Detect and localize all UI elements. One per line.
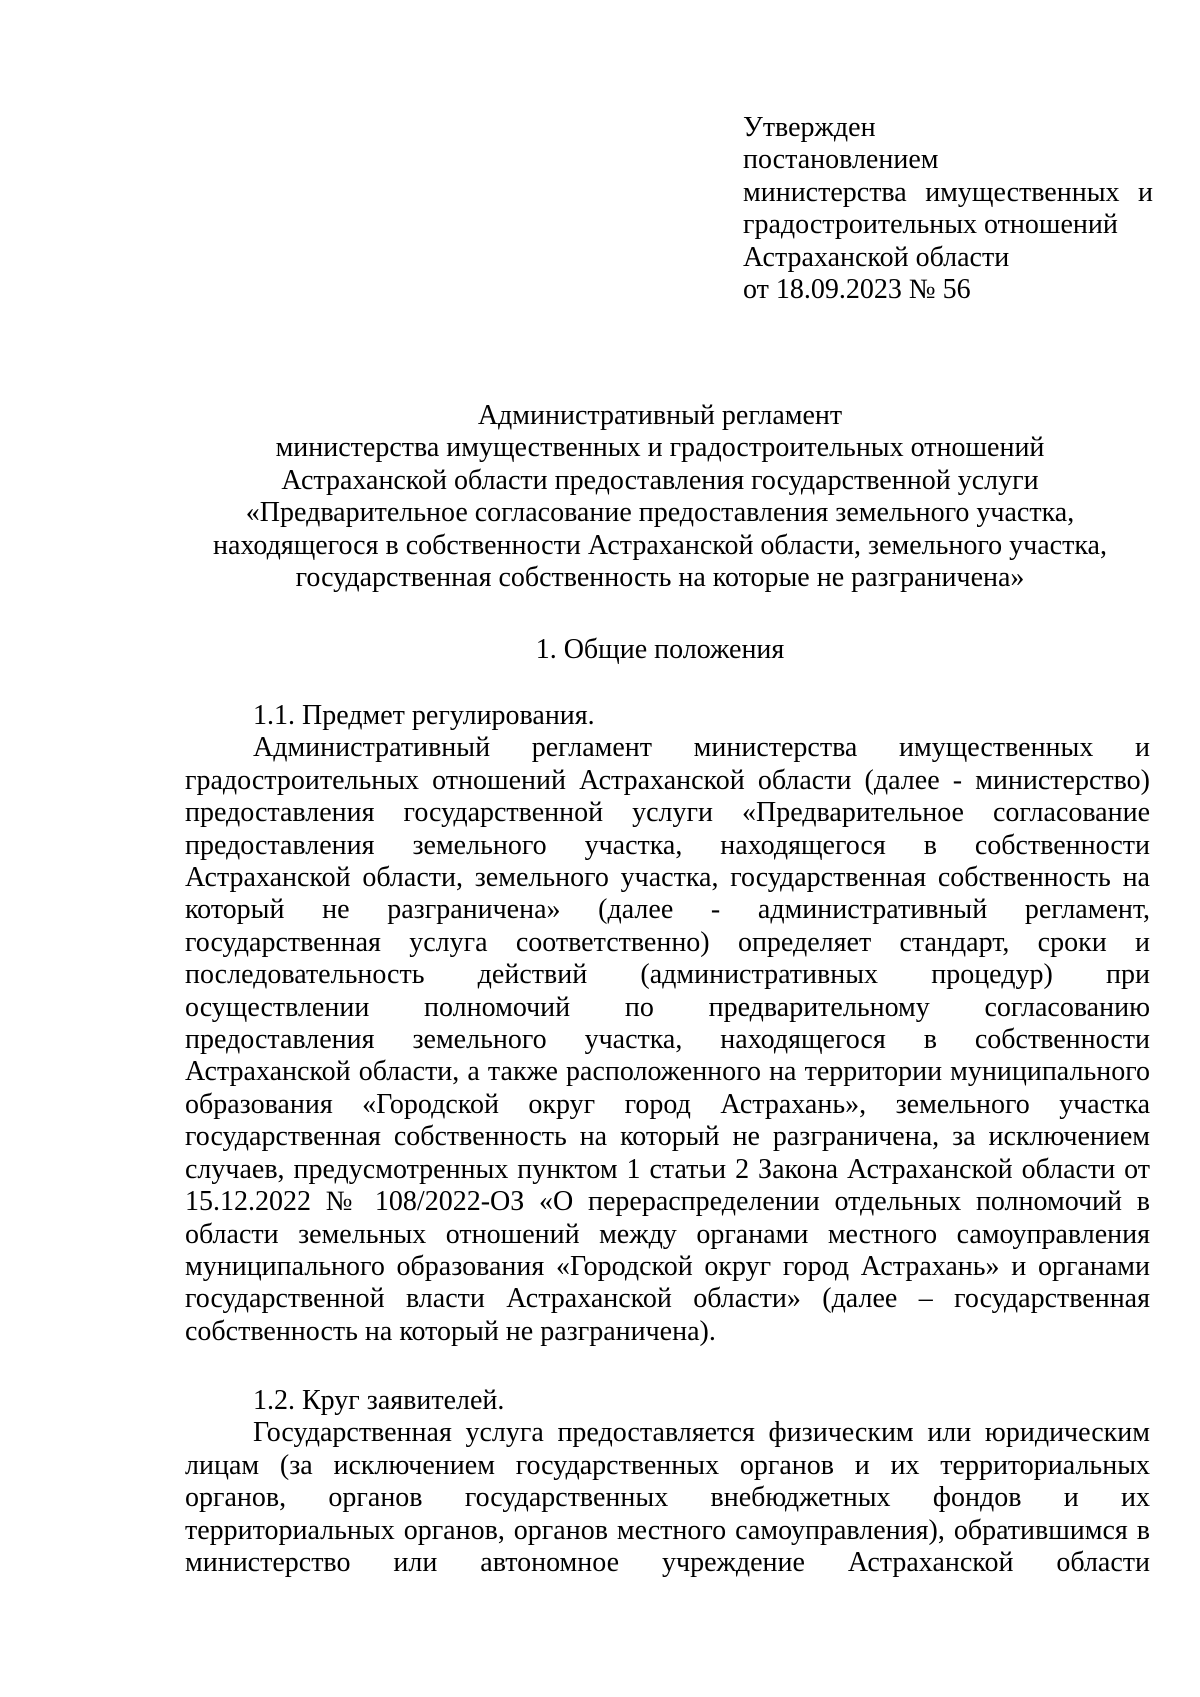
text-line: градостроительных отношений Астраханской области (далее - министерство) bbox=[185, 764, 1150, 796]
text-line: предоставления земельного участка, находящегося в собственности bbox=[185, 829, 1150, 861]
text-line: 15.12.2022 № 108/2022-ОЗ «О перераспределении отдельных полномочий в bbox=[185, 1186, 1150, 1218]
text-line: осуществлении полномочий по предварительному согласованию bbox=[185, 991, 1150, 1023]
text-line: муниципального образования «Городской округ город Астрахань» и органами bbox=[185, 1250, 1150, 1282]
approval-line: постановлением bbox=[743, 144, 939, 176]
text-line: случаев, предусмотренных пунктом 1 статьи 2 Закона Астраханской области от bbox=[185, 1153, 1150, 1185]
title-line: Административный регламент bbox=[477, 400, 843, 431]
text-line: Астраханской области, а также расположенного на территории муниципального bbox=[185, 1056, 1150, 1088]
text-line: образования «Городской округ город Астрахань», земельного участка bbox=[185, 1088, 1150, 1120]
text-line: государственная собственность на который не разграничена, за исключением bbox=[185, 1121, 1150, 1153]
title-line: государственная собственность на которые не разграничена» bbox=[295, 562, 1025, 594]
document-title bbox=[180, 400, 1140, 594]
subsection-heading: 1.1. Предмет регулирования. bbox=[253, 700, 595, 731]
text-line: органов, органов государственных внебюджетных фондов и их bbox=[185, 1482, 1150, 1514]
text-line: Государственная услуга предоставляется физическим или юридическим bbox=[253, 1417, 1150, 1449]
text-line: лицам (за исключением государственных органов и их территориальных bbox=[185, 1449, 1150, 1481]
text-line: Административный регламент министерства имущественных и bbox=[253, 732, 1150, 764]
title-line: находящегося в собственности Астраханской области, земельного участка, bbox=[213, 529, 1107, 561]
approval-date-number: от 18.09.2023 № 56 bbox=[743, 274, 971, 306]
paragraph-1-2 bbox=[185, 1385, 1150, 1579]
approval-line: министерства имущественных и bbox=[743, 176, 1153, 208]
title-line: Астраханской области предоставления государственной услуги bbox=[281, 464, 1039, 496]
approval-stamp bbox=[743, 112, 1153, 306]
text-line: который не разграничена» (далее - административный регламент, bbox=[185, 894, 1150, 926]
text-line: предоставления земельного участка, находящегося в собственности bbox=[185, 1024, 1150, 1056]
text-line: последовательность действий (административных процедур) при bbox=[185, 959, 1150, 991]
text-line: министерство или автономное учреждение Астраханской области bbox=[185, 1547, 1150, 1579]
approval-line: Астраханской области bbox=[743, 241, 1010, 273]
subsection-heading: 1.2. Круг заявителей. bbox=[253, 1385, 505, 1416]
text-line: государственной власти Астраханской области» (далее – государственная bbox=[185, 1283, 1150, 1315]
text-line: собственность на который не разграничена). bbox=[185, 1315, 716, 1347]
approval-line: градостроительных отношений bbox=[743, 209, 1118, 241]
title-line: «Предварительное согласование предоставления земельного участка, bbox=[245, 497, 1075, 529]
paragraph-1-1 bbox=[185, 700, 1150, 1348]
text-line: области земельных отношений между органами местного самоуправления bbox=[185, 1218, 1150, 1250]
text-line: государственная услуга соответственно) определяет стандарт, сроки и bbox=[185, 926, 1150, 958]
text-line: предоставления государственной услуги «Предварительное согласование bbox=[185, 797, 1150, 829]
approval-line: Утвержден bbox=[743, 112, 876, 143]
title-line: министерства имущественных и градостроительных отношений bbox=[275, 432, 1045, 464]
text-line: Астраханской области, земельного участка, государственная собственность на bbox=[185, 862, 1150, 894]
text-line: территориальных органов, органов местного самоуправления), обратившимся в bbox=[185, 1514, 1150, 1546]
section-heading: 1. Общие положения bbox=[535, 634, 785, 665]
